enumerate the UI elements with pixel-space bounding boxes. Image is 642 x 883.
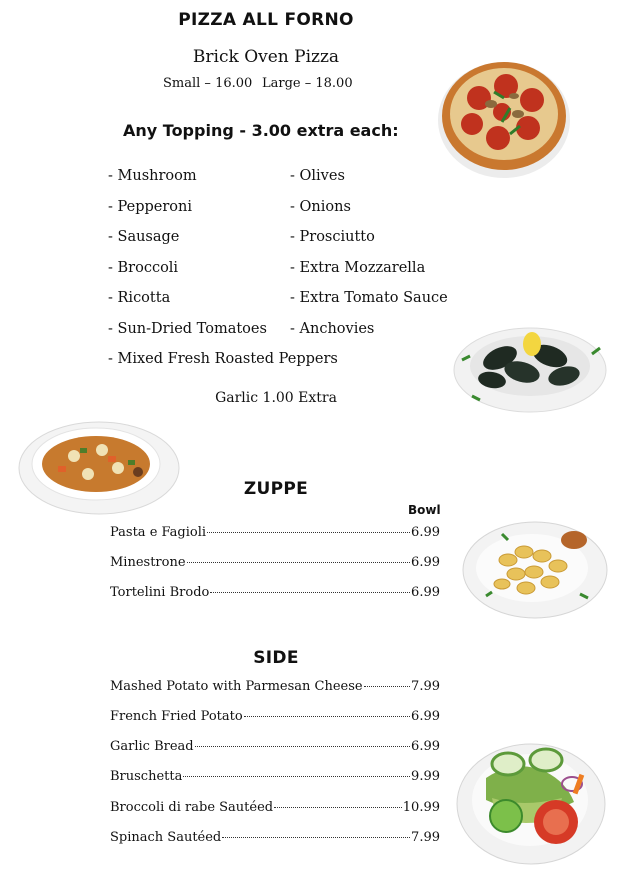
- tortellini-image: [462, 512, 608, 620]
- pizza-title: PIZZA ALL FORNO: [178, 10, 354, 30]
- topping-title: Any Topping - 3.00 extra each:: [123, 121, 399, 140]
- topping-item: - Sausage: [108, 229, 180, 245]
- topping-item: - Onions: [290, 199, 351, 215]
- dot-leader: [195, 746, 410, 747]
- menu-row: [110, 709, 440, 724]
- item-name: Tortelini Brodo: [110, 585, 210, 600]
- pizza-small-price: Small – 16.00: [163, 76, 253, 91]
- topping-item: - Sun-Dried Tomatoes: [108, 321, 267, 337]
- salad-image: [456, 738, 606, 866]
- topping-item: - Ricotta: [108, 290, 171, 306]
- menu-row: [110, 769, 440, 784]
- menu-row: [110, 585, 440, 600]
- item-name: Garlic Bread: [110, 739, 194, 754]
- topping-item: - Prosciutto: [290, 229, 375, 245]
- item-name: Mashed Potato with Parmesan Cheese: [110, 679, 363, 694]
- item-price: 6.99: [411, 525, 440, 540]
- topping-item: - Anchovies: [290, 321, 375, 337]
- item-price: 6.99: [411, 585, 440, 600]
- item-price: 7.99: [411, 830, 440, 845]
- topping-item: - Mixed Fresh Roasted Peppers: [108, 351, 338, 367]
- dot-leader: [244, 716, 410, 717]
- side-title: SIDE: [253, 648, 299, 668]
- menu-row: [110, 525, 440, 540]
- item-price: 9.99: [411, 769, 440, 784]
- dot-leader: [183, 776, 410, 777]
- item-name: Bruschetta: [110, 769, 183, 784]
- item-name: French Fried Potato: [110, 709, 243, 724]
- menu-row: [110, 555, 440, 570]
- item-price: 10.99: [402, 800, 440, 815]
- dot-leader: [364, 686, 410, 687]
- soup-image: [18, 416, 180, 516]
- item-price: 6.99: [411, 739, 440, 754]
- dot-leader: [187, 562, 411, 563]
- item-price: 7.99: [411, 679, 440, 694]
- menu-row: [110, 679, 440, 694]
- topping-item: - Extra Tomato Sauce: [290, 290, 448, 306]
- item-name: Broccoli di rabe Sautéed: [110, 800, 274, 815]
- dot-leader: [274, 807, 402, 808]
- item-name: Spinach Sautéed: [110, 830, 222, 845]
- mussels-image: [452, 314, 608, 414]
- topping-item: - Olives: [290, 168, 345, 184]
- pizza-subtitle: Brick Oven Pizza: [192, 47, 340, 67]
- topping-item: - Pepperoni: [108, 199, 192, 215]
- bowl-column-header: Bowl: [408, 503, 441, 517]
- garlic-extra: Garlic 1.00 Extra: [215, 390, 337, 406]
- pizza-image: [436, 56, 572, 180]
- topping-item: - Broccoli: [108, 260, 179, 276]
- item-name: Minestrone: [110, 555, 186, 570]
- dot-leader: [210, 592, 410, 593]
- topping-item: - Mushroom: [108, 168, 197, 184]
- menu-row: [110, 739, 440, 754]
- zuppe-title: ZUPPE: [243, 479, 309, 499]
- dot-leader: [207, 532, 410, 533]
- dot-leader: [222, 837, 410, 838]
- topping-item: - Extra Mozzarella: [290, 260, 426, 276]
- menu-row: [110, 830, 440, 845]
- item-name: Pasta e Fagioli: [110, 525, 207, 540]
- pizza-large-price: Large – 18.00: [262, 76, 353, 91]
- menu-row: [110, 800, 440, 815]
- item-price: 6.99: [411, 709, 440, 724]
- item-price: 6.99: [411, 555, 440, 570]
